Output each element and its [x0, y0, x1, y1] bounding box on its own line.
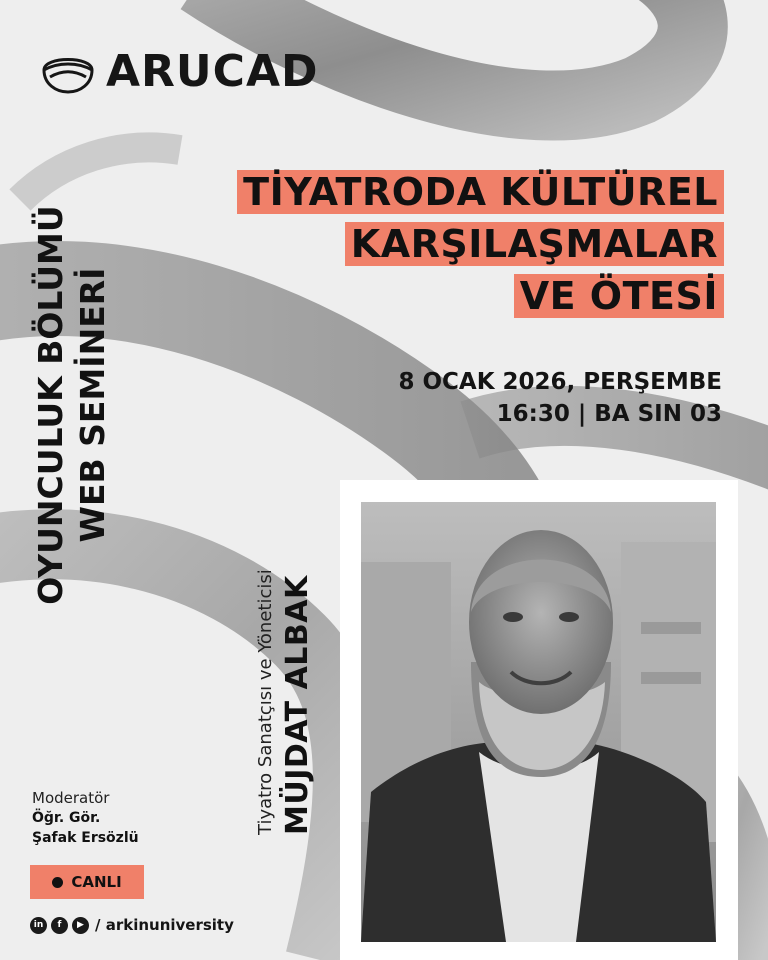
social-handle[interactable]: / arkinuniversity [95, 916, 234, 934]
speaker-name: MÜJDAT ALBAK [280, 575, 315, 835]
moderator-name: Şafak Ersözlü [32, 830, 139, 846]
event-title [237, 170, 724, 326]
date-line: 8 OCAK 2026, PERŞEMBE [398, 369, 722, 395]
brand-name: ARUCAD [106, 46, 319, 97]
speaker-role: Tiyatro Sanatçısı ve Yöneticisi [255, 569, 276, 835]
moderator-label: Moderatör [32, 789, 110, 807]
brand-logo [40, 46, 319, 97]
department-name: OYUNCULUK BÖLÜMÜ [31, 205, 70, 605]
moderator-block [32, 788, 139, 848]
event-date [398, 366, 722, 430]
title-line-2: KARŞILAŞMALAR [345, 222, 724, 266]
arucad-logo-icon [40, 50, 96, 94]
speaker-photo-frame [340, 480, 738, 960]
speaker-info [252, 515, 316, 835]
department-vertical-label [30, 170, 114, 640]
live-label: CANLI [71, 873, 122, 891]
live-dot-icon [52, 877, 63, 888]
facebook-icon[interactable]: f [51, 917, 68, 934]
youtube-icon[interactable]: ▶ [72, 917, 89, 934]
social-links [30, 916, 234, 934]
time-location-line: 16:30 | BA SIN 03 [496, 401, 722, 427]
speaker-photo [361, 502, 716, 942]
title-line-3: VE ÖTESİ [514, 274, 724, 318]
live-badge [30, 865, 144, 899]
moderator-title: Öğr. Gör. [32, 810, 101, 826]
linkedin-icon[interactable]: in [30, 917, 47, 934]
seminar-type: WEB SEMİNERİ [73, 267, 112, 543]
title-line-1: TİYATRODA KÜLTÜREL [237, 170, 724, 214]
